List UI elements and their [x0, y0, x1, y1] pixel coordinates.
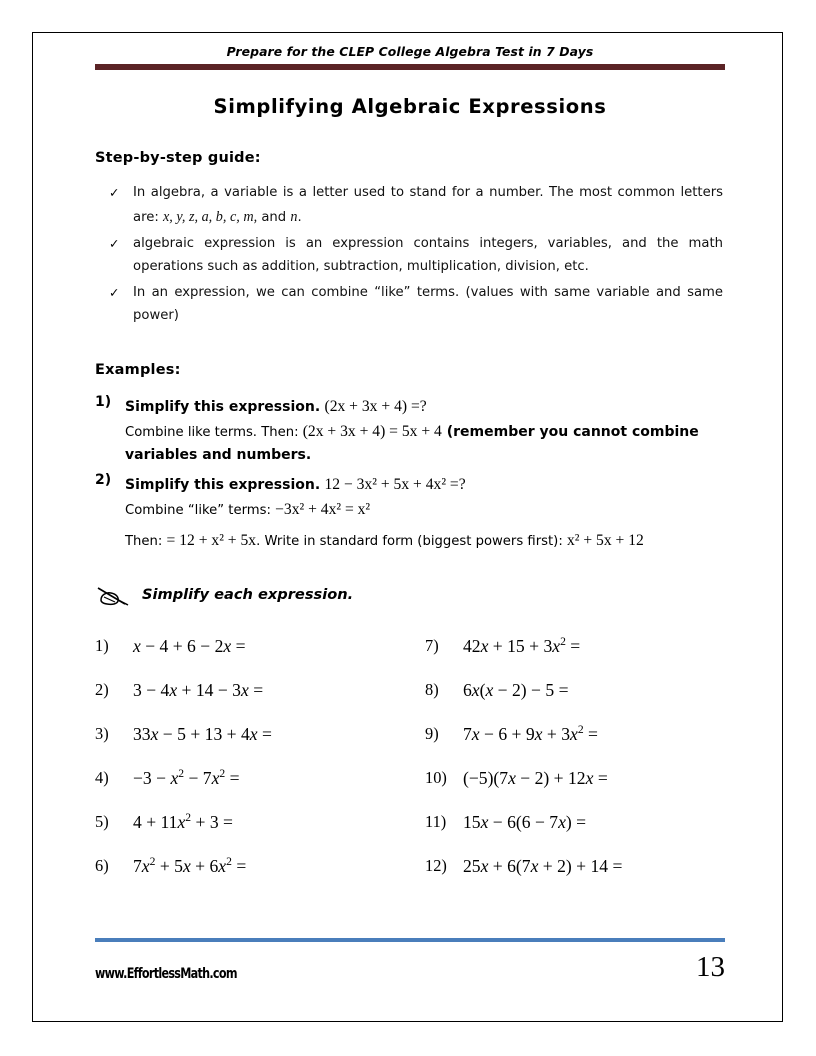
examples-heading: Examples:: [95, 361, 181, 378]
guide-bullet-math-2: n: [290, 208, 298, 225]
exercise-number: 4): [95, 767, 109, 787]
exercise-item: [95, 724, 425, 768]
exercise-expression: x − 4 + 6 − 2x =: [133, 635, 246, 656]
example-solution-text: Combine “like” terms:: [125, 503, 276, 519]
example-item-2: [95, 472, 725, 554]
exercise-expression: $42x + 15 + 3x^2$ =: [463, 634, 581, 656]
guide-bullet-item: [95, 282, 725, 328]
exercise-expression: 6x(x − 2) − 5 =: [463, 679, 569, 700]
exercise-expression: $7x - 6 + 9x + 3x^2$ =: [463, 722, 598, 744]
example-solution-math-3: x² + 5x + 12: [566, 532, 644, 550]
exercise-number: 10): [425, 767, 447, 787]
example-solution-line: [125, 497, 725, 522]
guide-bullet-item: [95, 182, 725, 230]
exercise-item: [95, 636, 425, 680]
guide-bullet-text-mid: and: [257, 209, 291, 225]
example-prompt-line: [125, 394, 725, 419]
example-solution-line-2: [125, 528, 725, 553]
exercise-number: 6): [95, 855, 109, 875]
page-content: [95, 44, 725, 900]
exercise-number: 11): [425, 811, 447, 831]
exercise-expression: 3 − 4x + 14 − 3x =: [133, 679, 264, 700]
guide-bullet-text-after: .: [297, 209, 302, 225]
exercise-item: [425, 768, 725, 812]
guide-bullet-list: [95, 182, 725, 328]
checkmark-icon: ✓: [109, 185, 120, 200]
example-prompt: Simplify this expression.: [125, 398, 321, 415]
exercise-number: 8): [425, 679, 439, 699]
example-number: 2): [95, 471, 112, 488]
example-solution-math-2: = 12 + x² + 5x: [166, 532, 257, 550]
exercise-expression: $4 + 11x^2 + 3$ =: [133, 810, 233, 832]
exercise-number: 5): [95, 811, 109, 831]
guide-bullet-math: x, y, z, a, b, c, m,: [162, 208, 258, 225]
example-solution-line: [125, 419, 725, 467]
exercise-item: [425, 856, 725, 900]
exercise-number: 3): [95, 723, 109, 743]
example-prompt-math: 12 − 3x² + 5x + 4x² =?: [324, 475, 466, 493]
example-solution-math: −3x² + 4x² = x²: [275, 501, 371, 519]
example-prompt-line: [125, 472, 725, 497]
exercise-number: 7): [425, 635, 439, 655]
exercise-number: 9): [425, 723, 439, 743]
example-number: 1): [95, 393, 112, 410]
exercise-number: 1): [95, 635, 109, 655]
example-prompt-math: (2x + 3x + 4) =?: [324, 397, 427, 415]
page-number: 13: [696, 951, 725, 983]
example-prompt: Simplify this expression.: [125, 476, 321, 493]
guide-bullet-item: [95, 233, 725, 279]
example-solution-note: (remember you cannot combine variables and numbers.: [125, 424, 699, 464]
exercise-item: [95, 680, 425, 724]
footer-rule: [95, 938, 725, 942]
exercise-expression: $-3 - x^2 - 7x^2$ =: [133, 766, 240, 788]
guide-bullet-text: In algebra, a variable is a letter used to stand for a number. The most common letters are:: [133, 185, 723, 225]
exercise-item: [95, 812, 425, 856]
header-rule: [95, 64, 725, 70]
page-footer: [95, 938, 725, 982]
examples-list: [95, 394, 725, 554]
exercise-number: 2): [95, 679, 109, 699]
exercise-expression: $7x^2 + 5x + 6x^2$ =: [133, 854, 247, 876]
practice-section-prompt: [95, 584, 725, 610]
exercise-grid: [95, 636, 725, 900]
exercise-expression: 33x − 5 + 13 + 4x =: [133, 723, 272, 744]
example-solution-note-2: . Write in standard form (biggest powers first):: [256, 534, 567, 550]
running-header: Prepare for the CLEP College Algebra Test in 7 Days: [226, 44, 594, 59]
page-title: Simplifying Algebraic Expressions: [213, 95, 607, 118]
guide-bullet-text: algebraic expression is an expression contains integers, variables, and the math operations such as addition, subtraction, multiplication, division, etc.: [133, 235, 723, 274]
exercise-item: [425, 724, 725, 768]
exercise-item: [425, 636, 725, 680]
exercise-item: [425, 680, 725, 724]
exercise-expression: (−5)(7x − 2) + 12x =: [463, 767, 608, 788]
example-solution-text-2: Then:: [125, 534, 167, 550]
exercise-item: [425, 812, 725, 856]
footer-row: [95, 953, 725, 982]
checkmark-icon: ✓: [109, 235, 120, 251]
exercise-item: [95, 768, 425, 812]
example-solution-text: Combine like terms. Then:: [125, 425, 303, 441]
exercise-number: 12): [425, 855, 447, 875]
step-by-step-guide-heading: Step-by-step guide:: [95, 150, 261, 166]
exercise-expression: 15x − 6(6 − 7x) =: [463, 811, 587, 832]
exercise-expression: 25x + 6(7x + 2) + 14 =: [463, 855, 623, 876]
guide-bullet-text: In an expression, we can combine “like” terms. (values with same variable and same power): [133, 284, 723, 323]
exercise-item: [95, 856, 425, 900]
practice-label: Simplify each expression.: [142, 585, 354, 603]
checkmark-icon: ✓: [109, 284, 120, 300]
pen-nib-icon: [95, 584, 133, 608]
example-solution-math: (2x + 3x + 4) = 5x + 4: [302, 423, 442, 441]
example-item-1: [95, 394, 725, 467]
site-url[interactable]: www.EffortlessMath.com: [95, 966, 237, 982]
